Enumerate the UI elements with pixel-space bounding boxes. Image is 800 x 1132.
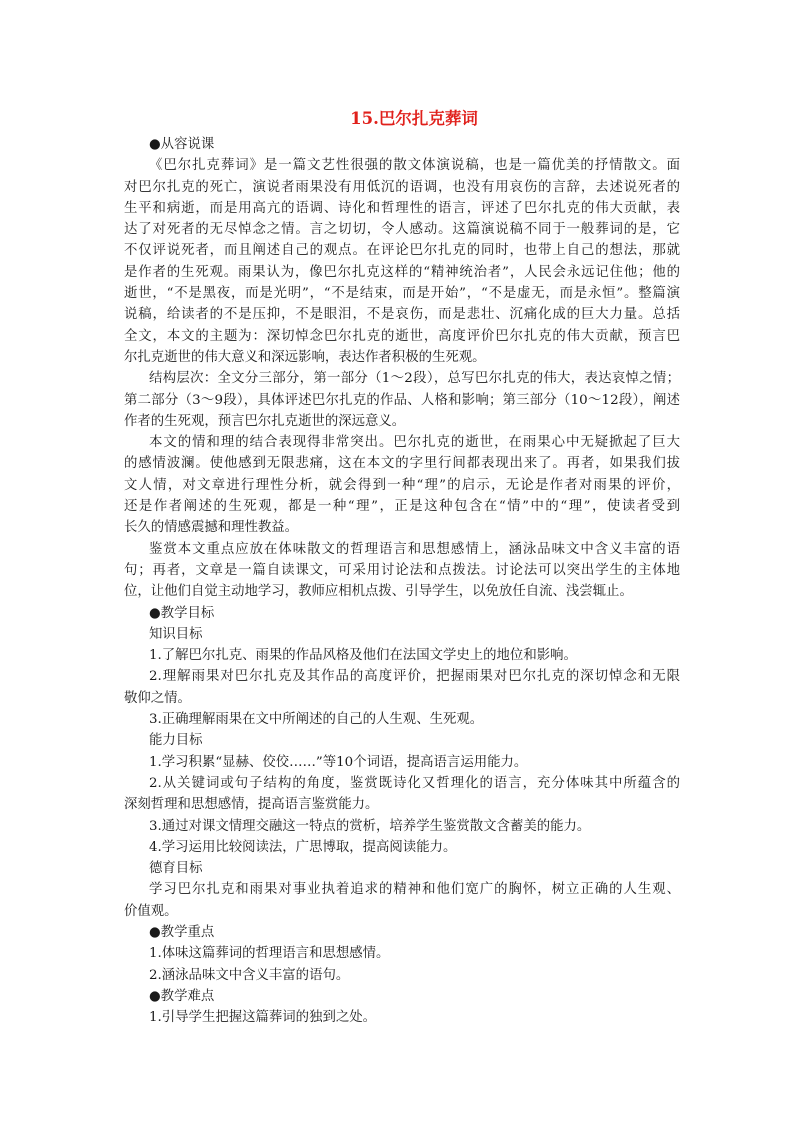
text-line: 尔扎克逝世的伟大意义和深远影响，表达作者积极的生死观。 bbox=[124, 349, 486, 365]
text-line: 3.正确理解雨果在文中所阐述的自己的人生观、生死观。 bbox=[149, 712, 484, 728]
section-heading: ●教学目标 bbox=[149, 605, 215, 621]
text-line: 还是作者阐述的生死观，都是一种“理”，正是这种包含在“情”中的“理”，使读者受到 bbox=[124, 499, 680, 515]
text-line: 是作者的生死观。雨果认为，像巴尔扎克这样的“精神统治者”，人民会永远记住他；他的 bbox=[124, 264, 680, 280]
text-line: 2.涵泳品味文中含义丰富的语句。 bbox=[149, 967, 350, 983]
text-line: 句；再者，文章是一篇自读课文，可采用讨论法和点拨法。讨论法可以突出学生的主体地 bbox=[124, 562, 680, 578]
text-line: 2.从关键词或句子结构的角度，鉴赏既诗化又哲理化的语言，充分体味其中所蕴含的 bbox=[149, 775, 680, 791]
text-line: 文人情，对文章进行理性分析，就会得到一种“理”的启示，无论是作者对雨果的评价， bbox=[124, 477, 680, 493]
section-heading: ●教学重点 bbox=[149, 924, 215, 940]
section-heading: ●从容说课 bbox=[149, 137, 215, 152]
text-line: 深刻哲理和思想感情，提高语言鉴赏能力。 bbox=[124, 797, 379, 813]
text-line: 长久的情感震撼和理性教益。 bbox=[124, 520, 299, 536]
text-line: 学习巴尔扎克和雨果对事业执着追求的精神和他们宽广的胸怀，树立正确的人生观、 bbox=[149, 882, 680, 898]
section-heading: ●教学难点 bbox=[149, 988, 215, 1004]
text-line: 全文，本文的主题为：深切悼念巴尔扎克的逝世，高度评价巴尔扎克的伟大贡献，预言巴 bbox=[124, 328, 680, 344]
text-line: 德育目标 bbox=[149, 861, 203, 877]
text-line: 本文的情和理的结合表现得非常突出。巴尔扎克的逝世，在雨果心中无疑掀起了巨大 bbox=[149, 435, 680, 451]
text-line: 价值观。 bbox=[124, 903, 178, 919]
document-body bbox=[124, 134, 680, 1028]
text-line: 位，让他们自觉主动地学习，教师应相机点拨、引导学生，以免放任自流、浅尝辄止。 bbox=[124, 584, 633, 600]
text-line: 作者的生死观，预言巴尔扎克逝世的深远意义。 bbox=[124, 413, 406, 429]
text-line: 结构层次：全文分三部分，第一部分（1～2段），总写巴尔扎克的伟大，表达哀悼之情； bbox=[149, 371, 680, 387]
text-line: 1.了解巴尔扎克、雨果的作品风格及他们在法国文学史上的地位和影响。 bbox=[149, 648, 577, 664]
text-line: 对巴尔扎克的死亡，演说者雨果没有用低沉的语调，也没有用哀伤的言辞，去述说死者的 bbox=[124, 179, 680, 195]
text-line: 说稿，给读者的不是压抑，不是眼泪，不是哀伤，而是悲壮、沉痛化成的巨大力量。总括 bbox=[124, 307, 680, 323]
text-line: 第二部分（3～9段），具体评述巴尔扎克的作品、人格和影响；第三部分（10～12段），阐述 bbox=[124, 392, 680, 408]
document-page bbox=[124, 104, 680, 1028]
text-line: 知识目标 bbox=[149, 626, 203, 642]
text-line: 4.学习运用比较阅读法，广思博取，提高阅读能力。 bbox=[149, 839, 457, 855]
text-line: 鉴赏本文重点应放在体味散文的哲理语言和思想感情上，涵泳品味文中含义丰富的语 bbox=[149, 541, 680, 557]
text-line: 不仅评说死者，而且阐述自己的观点。在评论巴尔扎克的同时，也带上自己的想法，那就 bbox=[124, 243, 680, 259]
text-line: 《巴尔扎克葬词》是一篇文艺性很强的散文体演说稿，也是一篇优美的抒情散文。面 bbox=[149, 158, 680, 174]
text-line: 的感情波澜。使他感到无限悲痛，这在本文的字里行间都表现出来了。再者，如果我们拔 bbox=[124, 456, 680, 472]
text-line: 能力目标 bbox=[149, 733, 203, 749]
text-line: 生平和病逝，而是用高亢的语调、诗化和哲理性的语言，评述了巴尔扎克的伟大贡献，表 bbox=[124, 200, 680, 216]
text-line: 3.通过对课文情理交融这一特点的赏析，培养学生鉴赏散文含蓄美的能力。 bbox=[149, 818, 591, 834]
text-line: 1.引导学生把握这篇葬词的独到之处。 bbox=[149, 1010, 377, 1026]
text-line: 2.理解雨果对巴尔扎克及其作品的高度评价，把握雨果对巴尔扎克的深切悼念和无限 bbox=[149, 669, 680, 685]
text-line: 1.学习积累“显赫、佼佼……”等10个词语，提高语言运用能力。 bbox=[149, 754, 528, 770]
text-line: 达了对死者的无尽悼念之情。言之切切，令人感动。这篇演说稿不同于一般葬词的是，它 bbox=[124, 222, 680, 238]
text-line: 敬仰之情。 bbox=[124, 690, 191, 706]
text-line: 逝世，“不是黑夜，而是光明”，“不是结束，而是开始”，“不是虚无，而是永恒”。整篇演 bbox=[124, 286, 680, 302]
document-title: 15.巴尔扎克葬词 bbox=[350, 109, 478, 128]
text-line: 1.体味这篇葬词的哲理语言和思想感情。 bbox=[149, 946, 390, 962]
